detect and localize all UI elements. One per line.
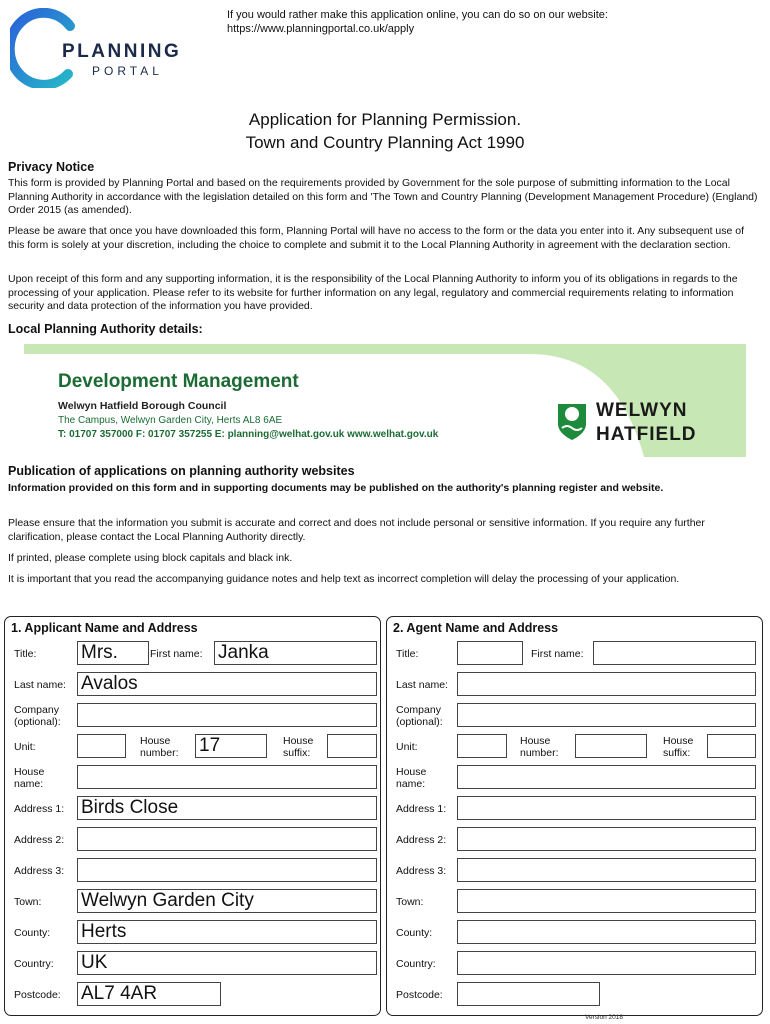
agent-house-name-field[interactable] [457,765,756,789]
publication-paragraph-1: Please ensure that the information you submit is accurate and correct and does not include personal or sensitive information. If you require any further clarification, please contact the Local Planning Authority directly. [8,517,705,543]
applicant-company-field[interactable] [77,703,377,727]
logo-text-portal: PORTAL [92,64,163,78]
applicant-address1-field[interactable]: Birds Close [77,796,377,820]
publication-heading: Publication of applications on planning authority websites [8,464,355,478]
council-name: Welwyn Hatfield Borough Council [58,400,227,412]
agent-house-name-label: House name: [396,766,427,790]
applicant-address1-label: Address 1: [14,803,65,815]
brand-welwyn: WELWYN [596,400,688,421]
agent-address1-field[interactable] [457,796,756,820]
applicant-town-field[interactable]: Welwyn Garden City [77,889,377,913]
agent-address3-label: Address 3: [396,865,447,877]
title-line-1: Application for Planning Permission. [248,110,522,129]
applicant-house-suffix-label: House suffix: [283,735,314,759]
applicant-country-label: Country: [14,958,54,970]
applicant-address3-label: Address 3: [14,865,65,877]
applicant-address3-field[interactable] [77,858,377,882]
applicant-last-name-field[interactable]: Avalos [77,672,377,696]
applicant-house-number-label: House number: [140,735,179,759]
agent-title-label: Title: [396,648,419,660]
page-title [0,108,770,154]
version-label: Version 2018 [585,1014,623,1021]
agent-company-label: Company (optional): [396,704,443,728]
applicant-unit-label: Unit: [14,741,36,753]
agent-panel [386,616,763,1016]
applicant-first-name-label: First name: [150,648,203,660]
applicant-address2-field[interactable] [77,827,377,851]
applicant-last-name-label: Last name: [14,679,66,691]
lpa-heading: Local Planning Authority details: [8,322,203,336]
agent-house-suffix-field[interactable] [707,734,756,758]
applicant-heading: 1. Applicant Name and Address [11,621,198,635]
publication-bold-note: Information provided on this form and in supporting documents may be published on the authority's planning register and website. [8,482,664,494]
agent-county-label: County: [396,927,433,939]
brand-hatfield: HATFIELD [596,424,697,445]
applicant-company-label: Company (optional): [14,704,61,728]
applicant-county-field[interactable]: Herts [77,920,377,944]
welwyn-hatfield-crest-icon [556,402,588,442]
applicant-postcode-field[interactable]: AL7 4AR [77,982,221,1006]
online-note-text: If you would rather make this application online, you can do so on our website: [227,9,608,21]
applicant-address2-label: Address 2: [14,834,65,846]
agent-title-field[interactable] [457,641,523,665]
publication-paragraph-3: It is important that you read the accompanying guidance notes and help text as incorrect completion will delay the processing of your application. [8,573,680,585]
applicant-panel [4,616,381,1016]
privacy-paragraph-1: This form is provided by Planning Portal and based on the requirements provided by Government for the sole purpose of submitting information to the Local Planning Authority in accordance with the legislation detailed on this form and 'The Town and Country Planning (Development Management Procedure) (England) Order 2015 (as amended). [8,177,758,216]
publication-paragraph-2: If printed, please complete using block capitals and black ink. [8,552,293,564]
applicant-title-label: Title: [14,648,37,660]
agent-unit-field[interactable] [457,734,507,758]
agent-company-field[interactable] [457,703,756,727]
title-line-2: Town and Country Planning Act 1990 [245,133,525,152]
dm-title: Development Management [58,371,299,392]
agent-postcode-field[interactable] [457,982,600,1006]
logo-text-planning: PLANNING [62,41,182,62]
lpa-banner [24,344,746,457]
agent-address2-label: Address 2: [396,834,447,846]
privacy-heading: Privacy Notice [8,160,95,174]
online-apply-link[interactable]: https://www.planningportal.co.uk/apply [227,23,415,35]
agent-country-label: Country: [396,958,436,970]
agent-house-number-field[interactable] [575,734,647,758]
agent-town-field[interactable] [457,889,756,913]
applicant-postcode-label: Postcode: [14,989,61,1001]
agent-address1-label: Address 1: [396,803,447,815]
agent-town-label: Town: [396,896,424,908]
agent-last-name-field[interactable] [457,672,756,696]
agent-last-name-label: Last name: [396,679,448,691]
agent-first-name-label: First name: [531,648,584,660]
agent-address2-field[interactable] [457,827,756,851]
privacy-paragraph-3: Upon receipt of this form and any supporting information, it is the responsibility of the Local Planning Authority to inform you of its obligations in regards to the processing of your application. Please refer to its website for further information on any legal, regulatory and commercial requirements relating to information security and data protection of the information you have provided. [8,273,738,312]
applicant-first-name-field[interactable]: Janka [214,641,377,665]
applicant-town-label: Town: [14,896,42,908]
agent-country-field[interactable] [457,951,756,975]
agent-first-name-field[interactable] [593,641,756,665]
agent-house-suffix-label: House suffix: [663,735,694,759]
applicant-house-number-field[interactable]: 17 [195,734,267,758]
applicant-house-name-field[interactable] [77,765,377,789]
agent-unit-label: Unit: [396,741,418,753]
privacy-paragraph-2: Please be aware that once you have downloaded this form, Planning Portal will have no access to the form or the data you enter into it. Any subsequent use of this form is solely at your discretion, including the choice to complete and submit it to the Local Planning Authority in agreement with the declaration section. [8,225,745,251]
applicant-unit-field[interactable] [77,734,126,758]
applicant-title-field[interactable]: Mrs. [77,641,149,665]
council-contact: T: 01707 357000 F: 01707 357255 E: planning@welhat.gov.uk www.welhat.gov.uk [58,429,439,440]
agent-heading: 2. Agent Name and Address [393,621,559,635]
applicant-country-field[interactable]: UK [77,951,377,975]
applicant-house-name-label: House name: [14,766,45,790]
agent-county-field[interactable] [457,920,756,944]
applicant-house-suffix-field[interactable] [327,734,377,758]
applicant-county-label: County: [14,927,51,939]
council-address: The Campus, Welwyn Garden City, Herts AL8 6AE [58,415,283,426]
agent-postcode-label: Postcode: [396,989,443,1001]
agent-address3-field[interactable] [457,858,756,882]
online-application-note [227,8,608,36]
agent-house-number-label: House number: [520,735,559,759]
